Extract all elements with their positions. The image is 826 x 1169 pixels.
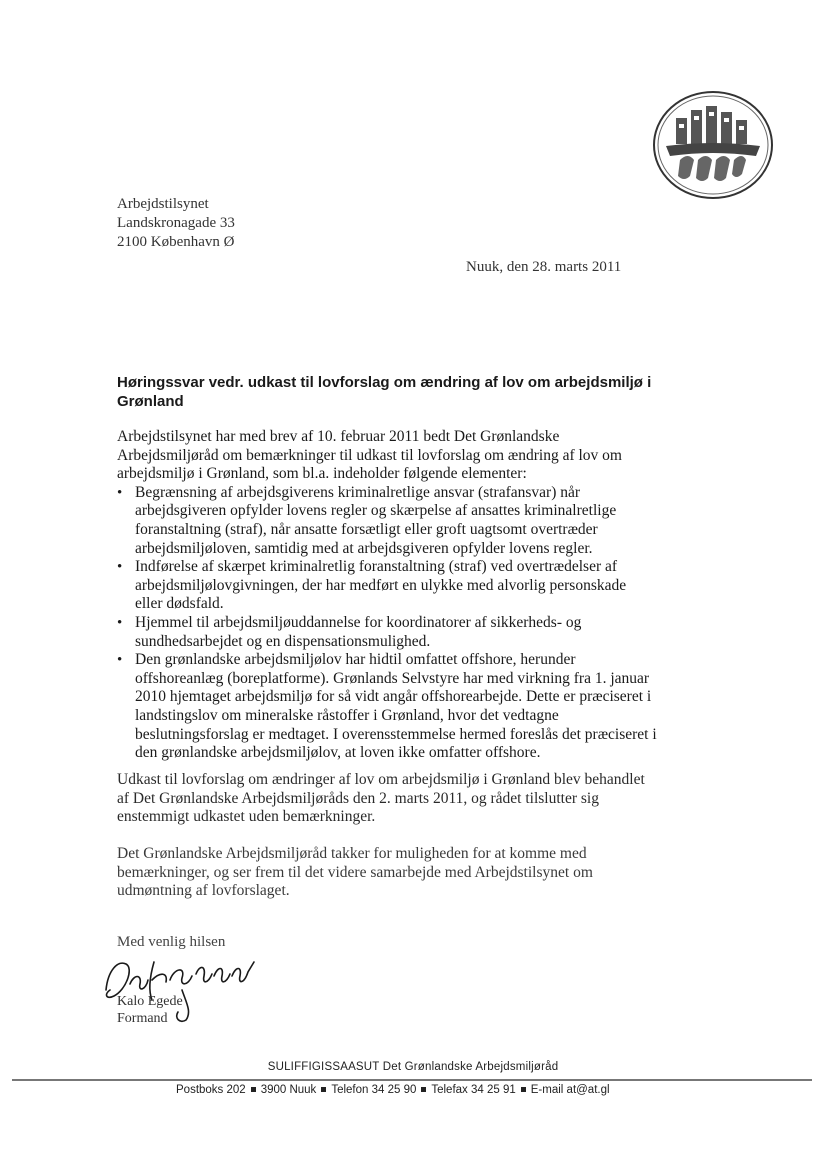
separator-icon xyxy=(321,1087,326,1092)
separator-icon xyxy=(421,1087,426,1092)
list-item: • Hjemmel til arbejdsmiljøuddannelse for koordinatorer af sikkerheds- og sundhedsarbejdet og en dispensationsmulighed. xyxy=(135,614,657,651)
recipient-name: Arbejdstilsynet xyxy=(117,196,209,212)
signatory-role: Formand xyxy=(117,1011,168,1026)
footer-email: E-mail at@at.gl xyxy=(530,1084,610,1096)
organization-logo xyxy=(652,90,774,200)
recipient-city: 2100 København Ø xyxy=(117,234,235,250)
list-item: • Begrænsning af arbejdsgiverens kriminalretlige ansvar (strafansvar) når arbejdsgiveren opfylder lovens regler og skærpelse af ansattes kriminalretlige foranstaltning (straf), når ansatte forsætligt eller groft uagtsomt overtræder arbejdsmiljøloven, samtidig med at arbejdsgiveren opfylder lovens regler. xyxy=(135,484,657,558)
list-item: • Indførelse af skærpet kriminalretlig foranstaltning (straf) ved overtrædelser af arbejdsmiljølovgivningen, der har medført en ulykke med alvorlig personskade eller dødsfald. xyxy=(135,558,657,614)
intro-paragraph: Arbejdstilsynet har med brev af 10. februar 2011 bedt Det Grønlandske Arbejdsmiljøråd om bemærkninger til udkast til lovforslag om ændring af lov om arbejdsmiljø i Grønland, som bl.a. indeholder følgende elementer: xyxy=(117,428,622,483)
list-item: • Den grønlandske arbejdsmiljølov har hidtil omfattet offshore, herunder offshoreanlæg (boreplatforme). Grønlands Selvstyre har med virkning fra 1. januar 2010 hjemtaget arbejdsmiljø for så vidt angår offshorearbejde. Dette er præciseret i landstingslov om mineralske råstoffer i Grønland, hvor det vedtagne beslutningsforslag er medtaget. I overensstemmelse hermed foreslås det præciseret i den grønlandske arbejdsmiljølov, at loven ikke omfatter offshore. xyxy=(135,651,657,763)
footer-fax: Telefax 34 25 91 xyxy=(431,1084,516,1096)
letter-body xyxy=(117,428,657,763)
footer-city: 3900 Nuuk xyxy=(260,1084,317,1096)
subject-heading: Høringssvar vedr. udkast til lovforslag om ændring af lov om arbejdsmiljø i Grønland xyxy=(117,374,652,410)
footer-organization: SULIFFIGISSAASUT Det Grønlandske Arbejdsmiljøråd xyxy=(267,1061,559,1073)
decision-paragraph: Udkast til lovforslag om ændringer af lov om arbejdsmiljø i Grønland blev behandlet af Det Grønlandske Arbejdsmiljøråds den 2. marts 2011, og rådet tilslutter sig enstemmigt udkastet uden bemærkninger. xyxy=(117,771,645,826)
closing-salutation: Med venlig hilsen xyxy=(117,934,226,950)
footer-contact xyxy=(176,1084,610,1096)
thanks-paragraph: Det Grønlandske Arbejdsmiljøråd takker for muligheden for at komme med bemærkninger, og ser frem til det videre samarbejde med Arbejdstilsynet om udmøntning af lovforslaget. xyxy=(117,845,593,900)
signatory-name: Kalo Egede xyxy=(117,994,183,1009)
separator-icon xyxy=(521,1087,526,1092)
footer-divider xyxy=(12,1079,812,1081)
footer-postbox: Postboks 202 xyxy=(176,1084,246,1096)
separator-icon xyxy=(251,1087,256,1092)
element-list xyxy=(117,484,657,763)
footer-phone: Telefon 34 25 90 xyxy=(331,1084,417,1096)
recipient-address xyxy=(117,195,235,252)
recipient-street: Landskronagade 33 xyxy=(117,215,235,231)
dateline: Nuuk, den 28. marts 2011 xyxy=(466,259,622,275)
